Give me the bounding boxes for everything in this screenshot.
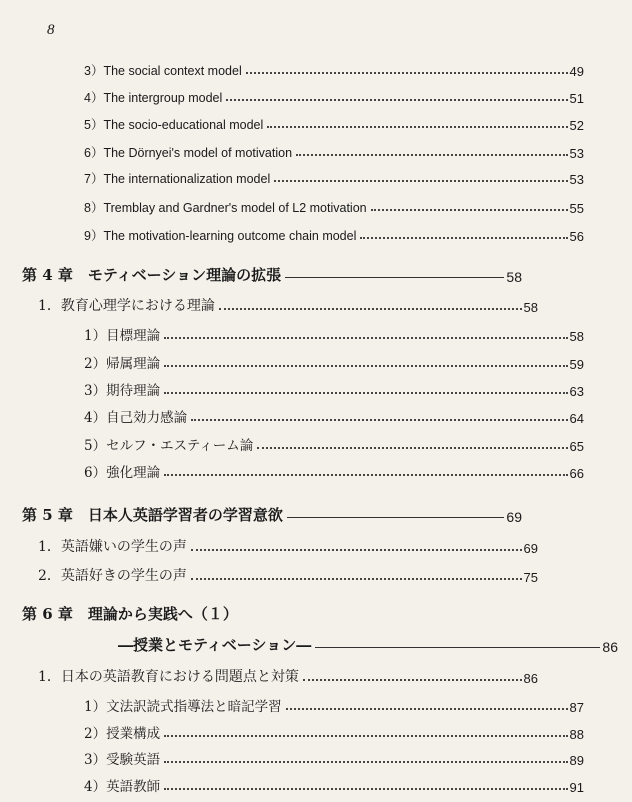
toc-entry-label: 1）目標理論 (84, 328, 161, 344)
page-number: 8 (47, 22, 55, 38)
toc-entry-page: 55 (569, 201, 584, 216)
dot-leader (296, 154, 567, 156)
toc-section[interactable] (0, 534, 552, 556)
toc-entry[interactable] (0, 720, 598, 742)
dot-leader (371, 209, 568, 211)
dot-leader (191, 578, 522, 580)
toc-entry[interactable] (0, 773, 598, 795)
section-label: 1．教育心理学における理論 (38, 298, 215, 314)
toc-entry-label: 5）セルフ・エスティーム論 (84, 438, 254, 454)
toc-entry-label: 3）受験英語 (84, 752, 161, 768)
rule-leader (287, 517, 505, 518)
toc-entry[interactable] (0, 377, 598, 399)
toc-entry[interactable] (0, 57, 598, 79)
section-page: 86 (523, 671, 538, 686)
toc-entry-page: 56 (569, 229, 584, 244)
chapter-page: 86 (602, 639, 618, 655)
chapter-title: 第 6 章 理論から実践へ（１） (22, 605, 238, 623)
toc-entry-page: 53 (569, 146, 584, 161)
toc-entry-page: 58 (569, 329, 584, 344)
toc-entry-page: 65 (569, 439, 584, 454)
dot-leader (286, 708, 568, 710)
rule-leader (315, 647, 600, 648)
toc-entry-label: 3）期待理論 (84, 383, 161, 399)
toc-entry[interactable] (0, 350, 598, 372)
toc-entry-page: 49 (569, 64, 584, 79)
dot-leader (164, 788, 567, 790)
toc-entry-label: 6）The Dörnyei's model of motivation (84, 146, 293, 160)
chapter-subtitle: ―授業とモティベーション― (118, 636, 312, 654)
toc-entry-page: 66 (569, 466, 584, 481)
chapter-heading[interactable] (0, 263, 536, 285)
section-page: 75 (523, 570, 538, 585)
chapter-title: 第 4 章 モティベーション理論の拡張 (22, 266, 282, 284)
chapter-heading[interactable] (0, 602, 536, 624)
dot-leader (360, 237, 567, 239)
toc-entry[interactable] (0, 746, 598, 768)
toc-entry[interactable] (0, 404, 598, 426)
toc-section[interactable] (0, 664, 552, 686)
toc-entry[interactable] (0, 459, 598, 481)
toc-entry-label: 8）Tremblay and Gardner's model of L2 motivation (84, 201, 367, 215)
toc-entry-page: 87 (569, 700, 584, 715)
toc-entry-label: 5）The socio-educational model (84, 118, 264, 132)
chapter-page: 58 (506, 269, 522, 285)
toc-entry[interactable] (0, 693, 598, 715)
toc-entry-page: 53 (569, 172, 584, 187)
section-page: 69 (523, 541, 538, 556)
dot-leader (274, 180, 567, 182)
chapter-page: 69 (506, 509, 522, 525)
dot-leader (303, 679, 522, 681)
section-label: 1．英語嫌いの学生の声 (38, 539, 187, 555)
section-page: 58 (523, 300, 538, 315)
toc-entry[interactable] (0, 111, 598, 133)
toc-section[interactable] (0, 293, 552, 315)
chapter-heading[interactable] (0, 503, 536, 525)
dot-leader (164, 474, 567, 476)
toc-entry-page: 64 (569, 411, 584, 426)
toc-entry-label: 4）英語教師 (84, 779, 161, 795)
toc-entry[interactable] (0, 194, 598, 216)
toc-entry-page: 51 (569, 91, 584, 106)
dot-leader (164, 365, 567, 367)
toc-entry-page: 88 (569, 727, 584, 742)
toc-entry-page: 52 (569, 118, 584, 133)
section-label: 1．日本の英語教育における問題点と対策 (38, 669, 299, 685)
toc-entry-label: 3）The social context model (84, 64, 242, 78)
toc-entry-label: 2）帰属理論 (84, 356, 161, 372)
toc-entry[interactable] (0, 222, 598, 244)
rule-leader (285, 277, 504, 278)
dot-leader (267, 126, 567, 128)
toc-entry-label: 9）The motivation-learning outcome chain model (84, 229, 357, 243)
dot-leader (164, 735, 567, 737)
toc-entry[interactable] (0, 139, 598, 161)
toc-entry-label: 6）強化理論 (84, 465, 161, 481)
toc-entry-page: 59 (569, 357, 584, 372)
toc-entry-page: 91 (569, 780, 584, 795)
dot-leader (191, 549, 522, 551)
dot-leader (257, 447, 567, 449)
toc-section[interactable] (0, 563, 552, 585)
dot-leader (219, 308, 522, 310)
toc-entry-page: 63 (569, 384, 584, 399)
toc-entry[interactable] (0, 84, 598, 106)
toc-entry[interactable] (0, 432, 598, 454)
chapter-subtitle-row[interactable] (0, 633, 632, 655)
dot-leader (191, 419, 567, 421)
dot-leader (164, 761, 567, 763)
dot-leader (246, 72, 568, 74)
dot-leader (226, 99, 567, 101)
toc-entry[interactable] (0, 322, 598, 344)
toc-entry-page: 89 (569, 753, 584, 768)
dot-leader (164, 337, 567, 339)
toc-entry-label: 1）文法訳読式指導法と暗記学習 (84, 699, 282, 715)
toc-entry-label: 7）The internationalization model (84, 172, 271, 186)
toc-entry-label: 2）授業構成 (84, 726, 161, 742)
chapter-title: 第 5 章 日本人英語学習者の学習意欲 (22, 506, 283, 524)
toc-entry-label: 4）自己効力感論 (84, 410, 188, 426)
dot-leader (164, 392, 567, 394)
toc-entry[interactable] (0, 165, 598, 187)
toc-entry-label: 4）The intergroup model (84, 91, 223, 105)
section-label: 2．英語好きの学生の声 (38, 568, 187, 584)
